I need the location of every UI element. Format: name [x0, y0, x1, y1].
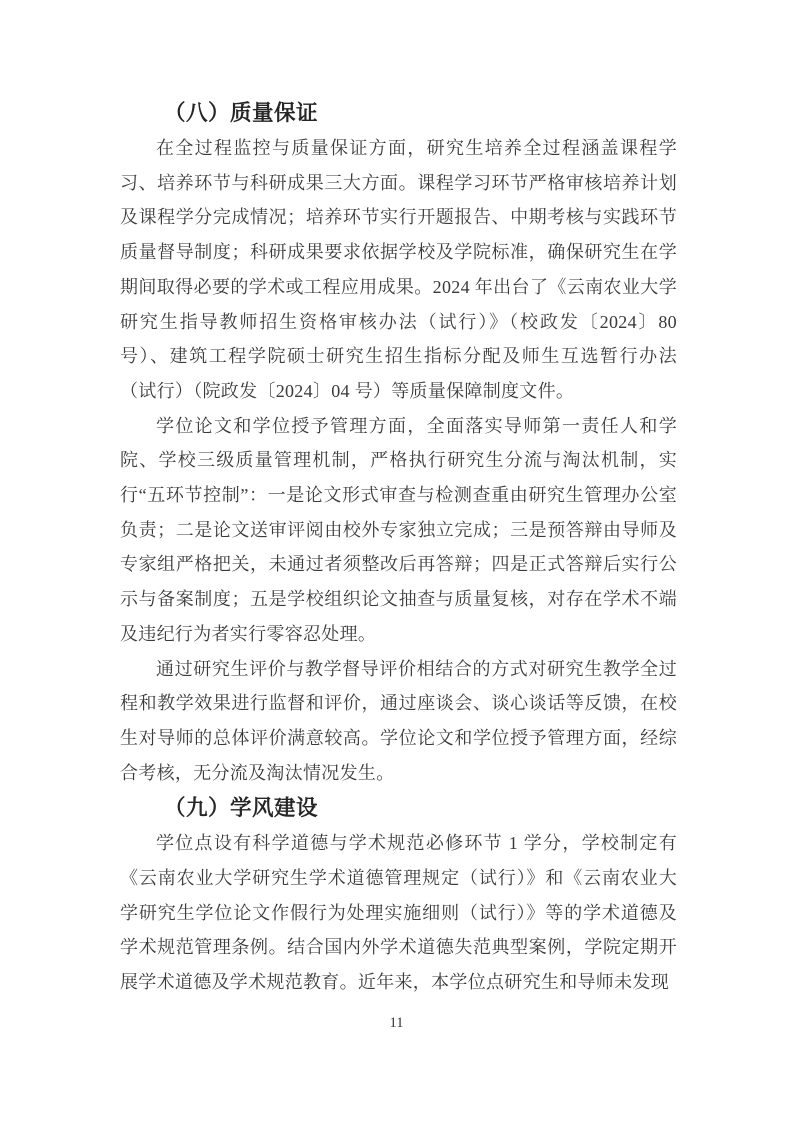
paragraph-academic-ethics: 学位点设有科学道德与学术规范必修环节 1 学分，学校制定有《云南农业大学研究生学术道德管理规定（试行）》和《云南农业大学研究生学位论文作假行为处理实施细则（试行）》等的学术道德及学术规范管理条例。结合国内外学术道德失范典型案例，学院定期开展学术道德及学术规范教育。近年来，本学位点研究生和导师未发现: [120, 833, 677, 993]
page-footer: [0, 1014, 793, 1032]
paragraph-process-monitoring: 在全过程监控与质量保证方面，研究生培养全过程涵盖课程学习、培养环节与科研成果三大方面。课程学习环节严格审核培养计划及课程学分完成情况；培养环节实行开题报告、中期考核与实践环节质量督导制度；科研成果要求依据学校及学院标准，确保研究生在学期间取得必要的学术或工程应用成果。2024 年出台了《云南农业大学研究生指导教师招生资格审核办法（试行）》（校政发〔2024〕80 号）、建筑工程学院硕士研究生招生指标分配及师生互选暂行办法（试行）（院政发〔2024〕04 号）等质量保障制度文件。: [120, 138, 677, 401]
section-academic-conduct: [120, 790, 677, 1000]
page-number: 11: [389, 1015, 404, 1031]
paragraph-degree-thesis-management: 学位论文和学位授予管理方面，全面落实导师第一责任人和学院、学校三级质量管理机制，严格执行研究生分流与淘汰机制，实行“五环节控制”：一是论文形式审查与检测查重由研究生管理办公室负责；二是论文送审评阅由校外专家独立完成；三是预答辩由导师及专家组严格把关，未通过者须整改后再答辩；四是正式答辩后实行公示与备案制度；五是学校组织论文抽查与质量复核，对存在学术不端及违纪行为者实行零容忍处理。: [120, 415, 677, 644]
paragraph-evaluation-feedback: 通过研究生评价与教学督导评价相结合的方式对研究生教学全过程和教学效果进行监督和评价，通过座谈会、谈心谈话等反馈，在校生对导师的总体评价满意较高。学位论文和学位授予管理方面，经综合考核，无分流及淘汰情况发生。: [120, 658, 677, 783]
section-heading-academic-conduct: （九）学风建设: [164, 796, 319, 821]
section-heading-quality-assurance: （八）质量保证: [164, 101, 319, 125]
section-quality-assurance: [120, 95, 677, 790]
document-content: [120, 95, 677, 1000]
